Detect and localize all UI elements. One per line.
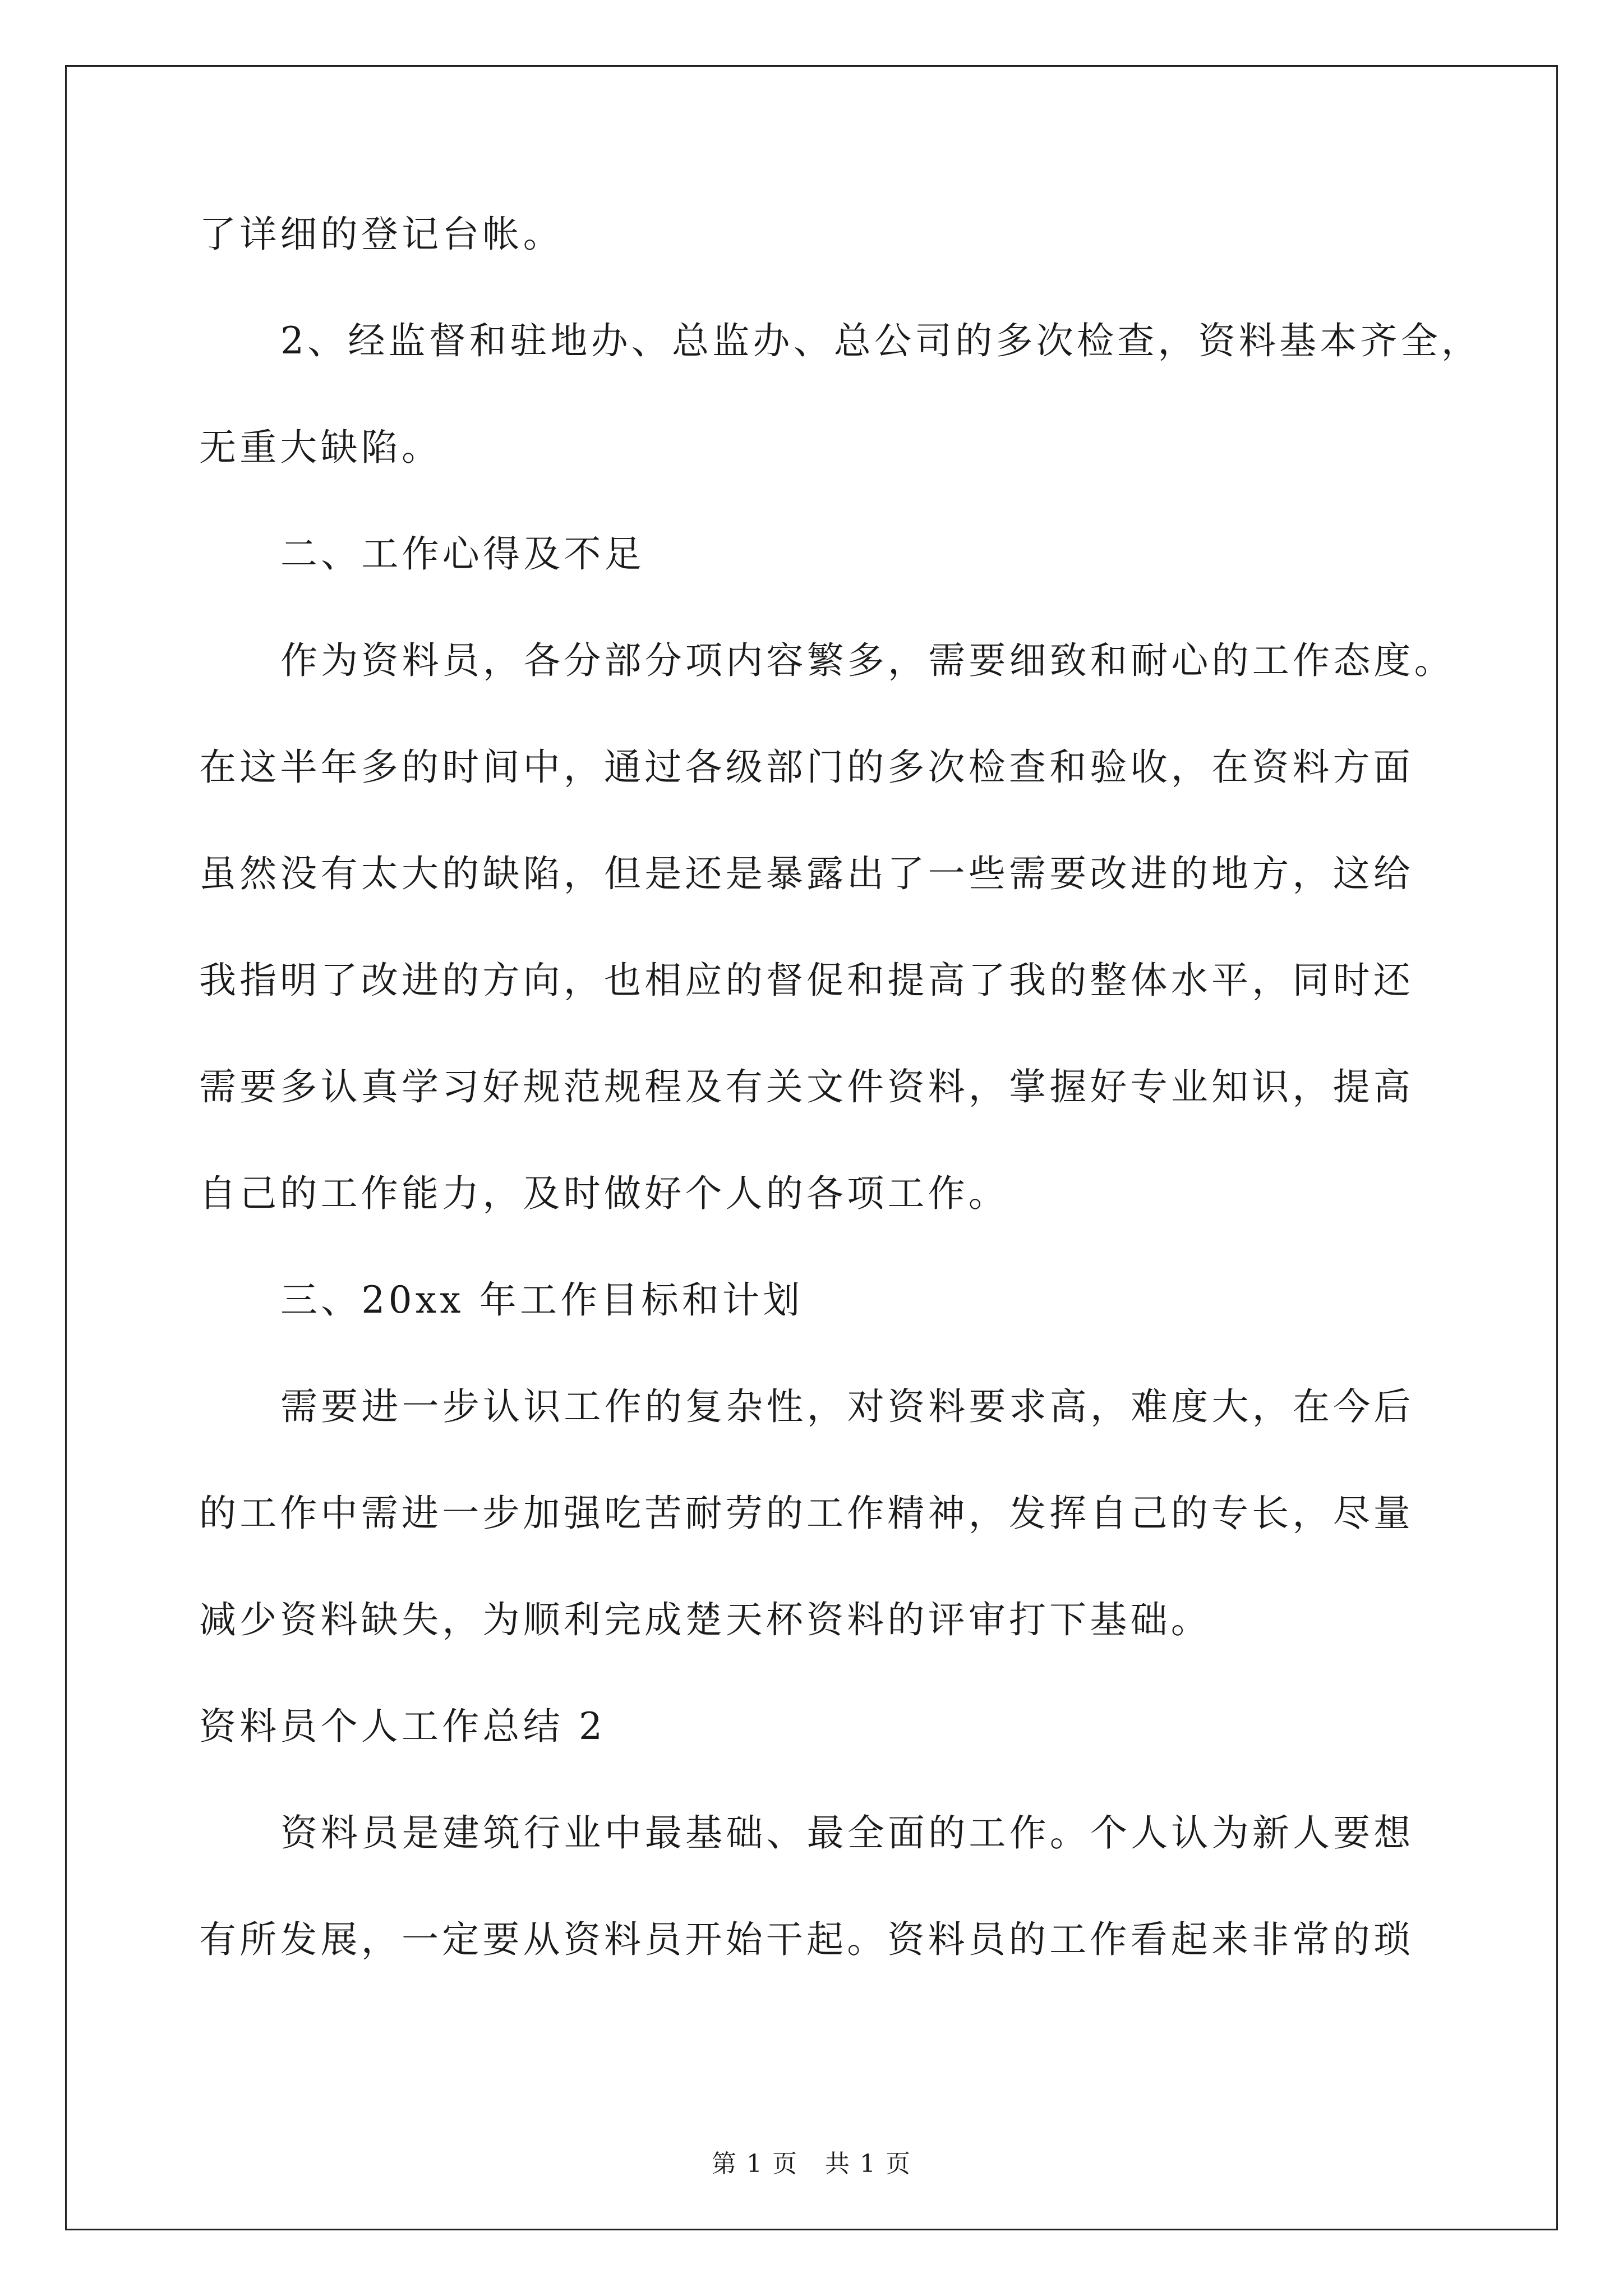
body-line: 了详细的登记台帐。 [199, 213, 564, 256]
page-border [65, 65, 1558, 2230]
body-line: 作为资料员，各分部分项内容繁多，需要细致和耐心的工作态度。 [280, 639, 1455, 682]
body-line: 需要多认真学习好规范规程及有关文件资料，掌握好专业知识，提高 [199, 1065, 1414, 1108]
section-heading: 二、工作心得及不足 [280, 532, 645, 576]
body-line: 无重大缺陷。 [199, 426, 442, 469]
body-line: 2、经监督和驻地办、总监办、总公司的多次检查，资料基本齐全， [280, 319, 1482, 362]
body-line: 我指明了改进的方向，也相应的督促和提高了我的整体水平，同时还 [199, 959, 1414, 1002]
body-line: 自己的工作能力，及时做好个人的各项工作。 [199, 1172, 1009, 1215]
body-line: 在这半年多的时间中，通过各级部门的多次检查和验收，在资料方面 [199, 746, 1414, 789]
body-line: 虽然没有太大的缺陷，但是还是暴露出了一些需要改进的地方，这给 [199, 852, 1414, 895]
body-line: 需要进一步认识工作的复杂性，对资料要求高，难度大，在今后 [280, 1385, 1414, 1428]
section-heading: 三、20xx 年工作目标和计划 [280, 1278, 804, 1322]
document-title: 资料员个人工作总结 2 [199, 1705, 606, 1748]
body-line: 减少资料缺失，为顺利完成楚天杯资料的评审打下基础。 [199, 1598, 1211, 1641]
body-line: 的工作中需进一步加强吃苦耐劳的工作精神，发挥自己的专长，尽量 [199, 1492, 1414, 1535]
body-line: 资料员是建筑行业中最基础、最全面的工作。个人认为新人要想 [280, 1811, 1414, 1855]
body-line: 有所发展，一定要从资料员开始干起。资料员的工作看起来非常的琐 [199, 1918, 1414, 1961]
page-footer: 第 1 页 共 1 页 [712, 2150, 911, 2178]
